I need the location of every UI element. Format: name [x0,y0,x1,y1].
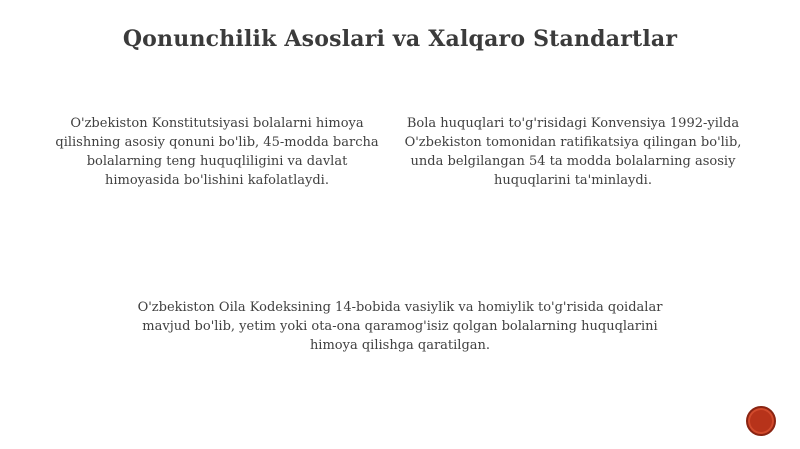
text-block-convention: Bola huquqlari to'g'risidagi Konvensiya 1992-yilda O'zbekiston tomonidan ratifikatsiya qilingan bo'lib, unda belgilangan 54 ta modda bolalarning asosiy huquqlarini ta'minlaydi. [404,116,742,188]
circle-nav-icon[interactable] [746,406,776,436]
text-block-family-code: O'zbekiston Oila Kodeksining 14-bobida vasiylik va homiylik to'g'risida qoidalar mavjud bo'lib, yetim yoki ota-ona qaramog'isiz qolgan bolalarning huquqlarini himoya qilishga qaratilgan. [137,300,663,353]
text-block-constitution: O'zbekiston Konstitutsiyasi bolalarni himoya qilishning asosiy qonuni bo'lib, 45-modda barcha bolalarning teng huquqliligini va davlat himoyasida bo'lishini kafolatlaydi. [55,116,379,188]
slide-title: Qonunchilik Asoslari va Xalqaro Standartlar [122,26,678,52]
